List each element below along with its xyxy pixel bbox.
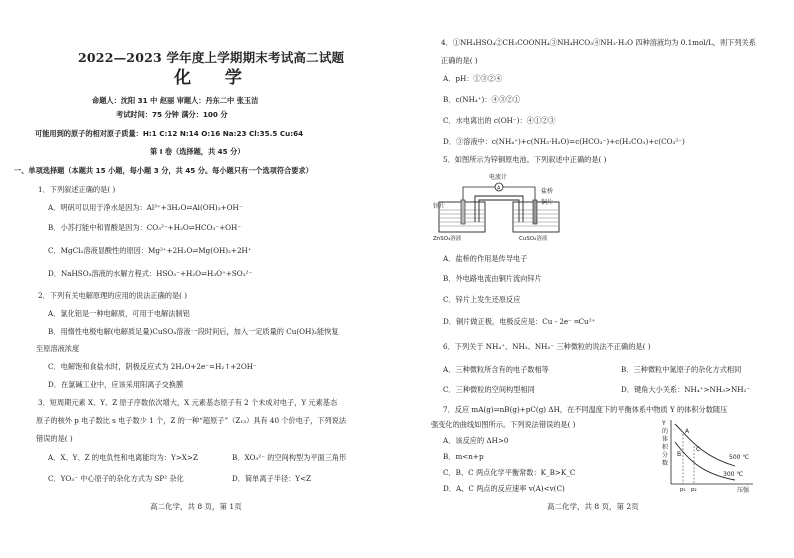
fig-t2-label: 300 ℃ [723,471,744,478]
q2-stem: 2．下列有关电解原理的应用的说法正确的是( ) [38,291,188,300]
q6-stem: 6．下列关于 NH₄⁺、NH₃、NH₂⁻ 三种微粒的说法不正确的是( ) [443,342,651,351]
fig-point-b: B [677,451,682,458]
q4-option-b: B．c(NH₄⁺)：④③②① [443,95,521,104]
fig-meter-label: 电流计 [489,174,508,181]
part-title: 第 Ⅰ 卷（选择题，共 45 分） [150,147,245,156]
fig-bridge-label: 盐桥 [541,188,554,195]
exam-title: 2022—2023 学年度上学期期末考试高二试题 [78,50,345,65]
q3-option-c: C．YO₃⁻ 中心原子的杂化方式为 SP² 杂化 [48,474,184,483]
equilibrium-figure [661,416,761,494]
section-title: 一、单项选择题（本题共 15 小题，每小题 3 分，共 45 分。每小题只有一个选项符合要求） [14,166,313,175]
q6-option-d: D．键角大小关系：NH₄⁺>NH₃>NH₂⁻ [621,385,751,394]
fig-point-a: A [685,428,690,435]
q7-option-b: B．m<n+p [443,452,484,461]
subject-title: 化 学 [174,68,256,88]
page1-footer: 高二化学，共 8 页，第 1页 [150,502,242,511]
q1-option-a: A．明矾可以用于净水是因为：Al³⁺+3H₂O⇌Al(OH)₃+OH⁻ [48,203,243,212]
zinc-electrode [461,200,465,224]
q7-option-a: A．该反应的 ΔH>0 [443,436,509,445]
q4-stem-line2: 正确的是( ) [441,56,478,65]
fig-t1-label: 500 ℃ [729,454,750,461]
q2-option-b-line2: 至原溶液浓度 [36,344,80,353]
q1-option-c: C．MgCl₂溶液显酸性的原因：Mg²⁺+2H₂O⇌Mg(OH)₂+2H⁺ [48,246,252,255]
q5-stem: 5．如图所示为锌铜原电池。下列叙述中正确的是( ) [443,155,607,164]
fig-ylabel-3: 积 [662,444,669,451]
q3-option-d: D．简单离子半径：Y<Z [232,474,312,483]
fig-zn-label: 锌片 [433,203,446,210]
q3-option-a: A．X、Y、Z 的电负性和电离能均为：Y>X>Z [48,453,198,462]
curve-500c [675,424,735,466]
q4-stem-line1: 4．①NH₄HSO₄②CH₃COONH₄③NH₄HCO₃④NH₃·H₂O 四种溶液均为 0.1mol/L，则下列关系 [441,38,756,47]
galvanic-cell-figure [433,172,573,244]
page2-footer: 高二化学，共 8 页，第 2页 [547,502,639,511]
fig-point-c: C [696,446,701,453]
q3-stem-line1: 3．短周期元素 X、Y、Z 原子序数依次增大，X 元素基态原子有 2 个未成对电子，Y 元素基态 [38,398,338,407]
fig-cu-label: 铜片 [541,199,554,206]
q1-option-d: D．NaHSO₃溶液的水解方程式：HSO₃⁻+H₂O⇌H₃O⁺+SO₃²⁻ [48,269,253,278]
q5-option-d: D．铜片做正极，电极反应是：Cu - 2e⁻ ═Cu²⁺ [443,317,596,326]
fig-p1-label: p₁ [680,487,686,493]
q4-option-a: A．pH：①③②④ [443,74,503,83]
time-score-line: 考试时间：75 分钟 满分：100 分 [116,110,228,119]
q3-stem-line3: 错误的是( ) [36,434,73,443]
atomic-masses-line: 可能用到的原子的相对原子质量：H:1 C:12 N:14 O:16 Na:23 Cl:35.5 Cu:64 [35,129,304,138]
q2-option-a: A．氯化铝是一种电解质，可用于电解法制铝 [48,309,190,318]
q7-option-c: C．B、C 两点化学平衡常数：K_B>K_C [443,468,576,477]
q6-option-b: B．三种微粒中氮原子的杂化方式相同 [621,365,742,374]
q6-option-c: C．三种微粒的空间构型相同 [443,385,535,394]
fig-xlabel: 压强 [737,487,750,494]
q1-stem: 1．下列叙述正确的是( ) [38,185,116,194]
q5-option-a: A．盐桥的作用是传导电子 [443,254,528,263]
q2-option-c: C．电解饱和食盐水时，阴极反应式为 2H₂O+2e⁻=H₂↑+2OH⁻ [48,362,257,371]
q6-option-a: A．三种微粒所含有的电子数相等 [443,365,549,374]
authors-line: 命题人：沈阳 31 中 赵丽 审题人：丹东二中 张玉洁 [92,96,259,105]
fig-p2-label: p₂ [691,487,697,493]
fig-ylabel-2: 体 [662,436,669,443]
fig-ylabel-4: 分 [662,452,669,459]
q7-option-d: D．A、C 两点的反应速率 v(A)<v(C) [443,484,565,493]
q4-option-d: D．③溶液中：c(NH₄⁺)+c(NH₃·H₂O)=c(HCO₃⁻)+c(H₂CO₃)+c(CO₃²⁻) [443,137,685,146]
copper-electrode [533,200,537,224]
fig-znso4-label: ZnSO₄溶液 [433,236,462,242]
q2-option-b-line1: B．用惰性电极电解(电解质足量)CuSO₄溶液一段时间后，加入一定质量的 Cu(OH)₂能恢复 [48,327,339,336]
svg-text:A: A [497,185,501,192]
q7-stem-line1: 7．反应 mA(g)⇌nB(g)+pC(g) ΔH，在不同温度下的平衡体系中物质 Y 的体积分数随压 [443,405,728,414]
q2-option-d: D．在氯碱工业中，应该采用阳离子交换膜 [48,380,184,389]
q5-option-b: B．外电路电流由铜片流向锌片 [443,274,542,283]
fig-ylabel-0: Y [662,420,666,427]
q1-option-b: B．小苏打能中和胃酸是因为：CO₃²⁻+H₂O⇌HCO₃⁻+OH⁻ [48,223,242,232]
fig-ylabel-1: 的 [662,428,669,435]
fig-ylabel-5: 数 [662,460,669,467]
q5-option-c: C．锌片上发生还原反应 [443,295,521,304]
q3-option-b: B．XO₃²⁻ 的空间构型为平面三角形 [232,453,347,462]
q4-option-c: C．水电离出的 c(OH⁻)：④①②③ [443,116,556,125]
q3-stem-line2: 原子的核外 p 电子数比 s 电子数少 1 个，Z 的一种“超原子”（Z₁₃）具有 40 个价电子，下列说法 [36,416,347,425]
exam-page-2 [397,0,794,558]
q7-stem-line2: 强变化的曲线如图所示。下列说法错误的是( ) [431,420,576,429]
fig-cuso4-label: CuSO₄溶液 [519,236,548,242]
